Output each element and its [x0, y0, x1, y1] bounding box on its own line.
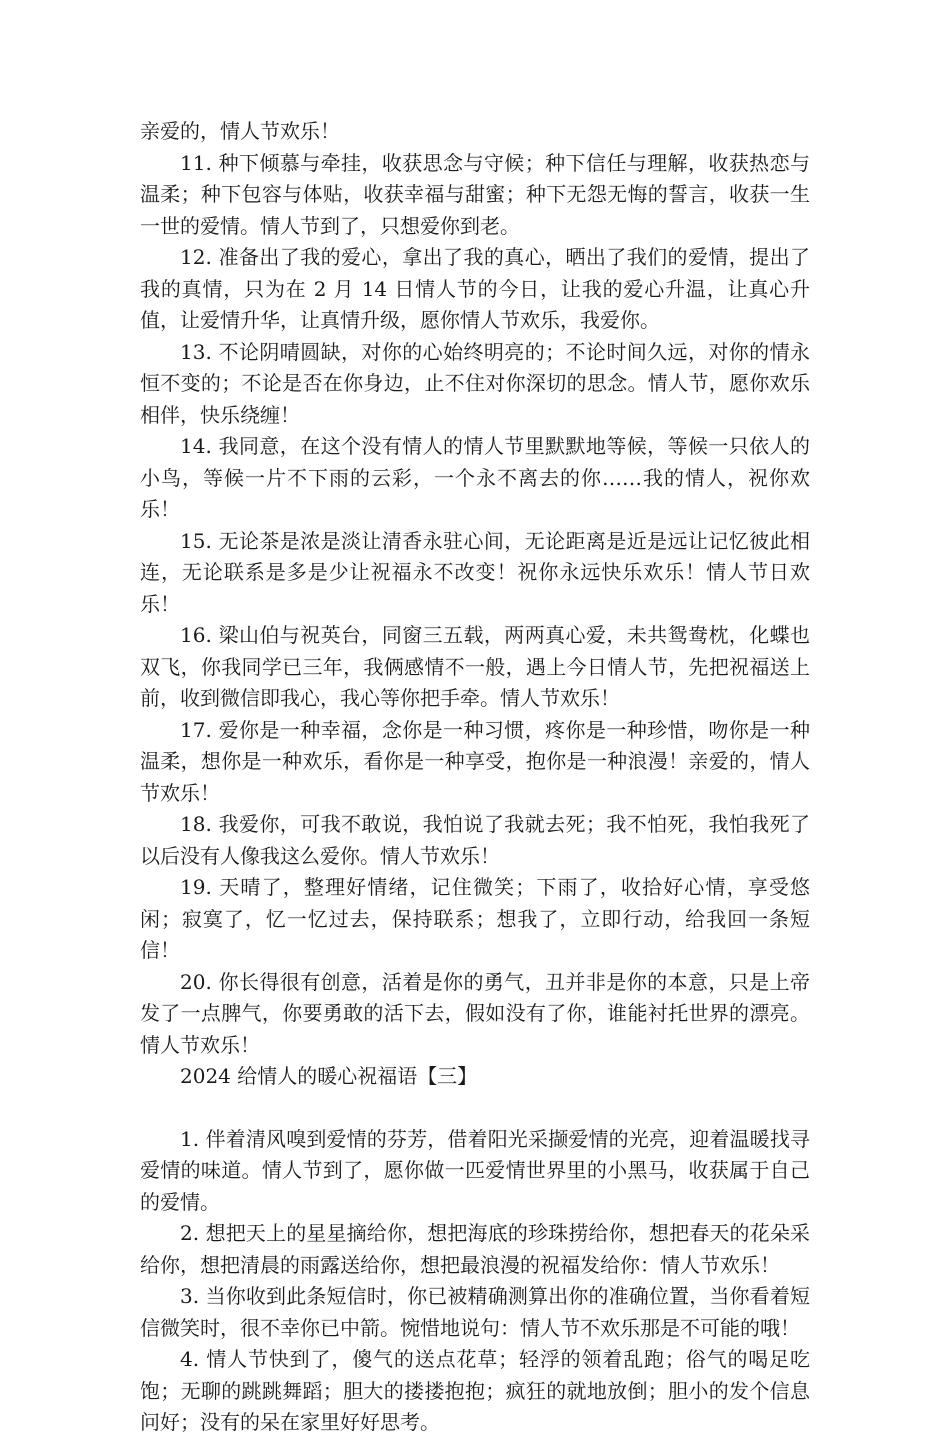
section-gap [140, 1093, 810, 1124]
paragraph-18: 18. 我爱你，可我不敢说，我怕说了我就去死；我不怕死，我怕我死了以后没有人像我这么爱你。情人节欢乐！ [140, 812, 810, 868]
paragraph-b-1: 1. 伴着清风嗅到爱情的芬芳，借着阳光采撷爱情的光亮，迎着温暖找寻爱情的味道。情人节到了，愿你做一匹爱情世界里的小黑马，收获属于自己的爱情。 [140, 1126, 810, 1214]
document-page [140, 116, 810, 1439]
lead-line: 亲爱的，情人节欢乐！ [140, 119, 340, 143]
paragraph-20: 20. 你长得很有创意，活着是你的勇气，丑并非是你的本意，只是上帝发了一点脾气，你要勇敢的活下去，假如没有了你，谁能衬托世界的漂亮。情人节欢乐！ [140, 969, 810, 1057]
paragraph-b-3: 3. 当你收到此条短信时，你已被精确测算出你的准确位置，当你看着短信微笑时，很不幸你已中箭。惋惜地说句：情人节不欢乐那是不可能的哦！ [140, 1284, 810, 1340]
paragraph-16: 16. 梁山伯与祝英台，同窗三五载，两两真心爱，未共鸳鸯枕，化蝶也双飞，你我同学已三年，我俩感情不一般，遇上今日情人节，先把祝福送上前，收到微信即我心，我心等你把手牵。情人节欢乐！ [140, 623, 810, 710]
paragraph-17: 17. 爱你是一种幸福，念你是一种习惯，疼你是一种珍惜，吻你是一种温柔，想你是一种欢乐，看你是一种享受，抱你是一种浪漫！亲爱的，情人节欢乐！ [140, 717, 810, 805]
paragraph-11: 11. 种下倾慕与牵挂，收获思念与守候；种下信任与理解，收获热恋与温柔；种下包容与体贴，收获幸福与甜蜜；种下无怨无悔的誓言，收获一生一世的爱情。情人节到了，只想爱你到老。 [140, 150, 810, 238]
paragraph-19: 19. 天晴了，整理好情绪，记住微笑；下雨了，收拾好心情，享受悠闲；寂寞了，忆一忆过去，保持联系；想我了，立即行动，给我回一条短信！ [140, 875, 810, 962]
paragraph-b-4: 4. 情人节快到了，傻气的送点花草；轻浮的领着乱跑；俗气的喝足吃饱；无聊的跳跳舞蹈；胆大的搂搂抱抱；疯狂的就地放倒；胆小的发个信息问好；没有的呆在家里好好思考。 [140, 1347, 810, 1434]
paragraph-14: 14. 我同意，在这个没有情人的情人节里默默地等候，等候一只依人的小鸟，等候一片不下雨的云彩，一个永不离去的你……我的情人，祝你欢乐！ [140, 434, 810, 521]
section-heading: 2024 给情人的暖心祝福语【三】 [180, 1064, 478, 1088]
paragraph-15: 15. 无论茶是浓是淡让清香永驻心间，无论距离是近是远让记忆彼此相连，无论联系是多是少让祝福永不改变！祝你永远快乐欢乐！情人节日欢乐！ [140, 528, 810, 616]
paragraph-13: 13. 不论阴晴圆缺，对你的心始终明亮的；不论时间久远，对你的情永恒不变的；不论是否在你身边，止不住对你深切的思念。情人节，愿你欢乐相伴，快乐绕缠！ [140, 339, 810, 427]
paragraph-b-2: 2. 想把天上的星星摘给你，想把海底的珍珠捞给你，想把春天的花朵采给你，想把清晨的雨露送给你，想把最浪漫的祝福发给你：情人节欢乐！ [140, 1221, 810, 1277]
paragraph-12: 12. 准备出了我的爱心，拿出了我的真心，晒出了我们的爱情，提出了我的真情，只为在 2 月 14 日情人节的今日，让我的爱心升温，让真心升值，让爱情升华，让真情升级，愿你情人节欢乐，我爱你。 [140, 245, 810, 332]
